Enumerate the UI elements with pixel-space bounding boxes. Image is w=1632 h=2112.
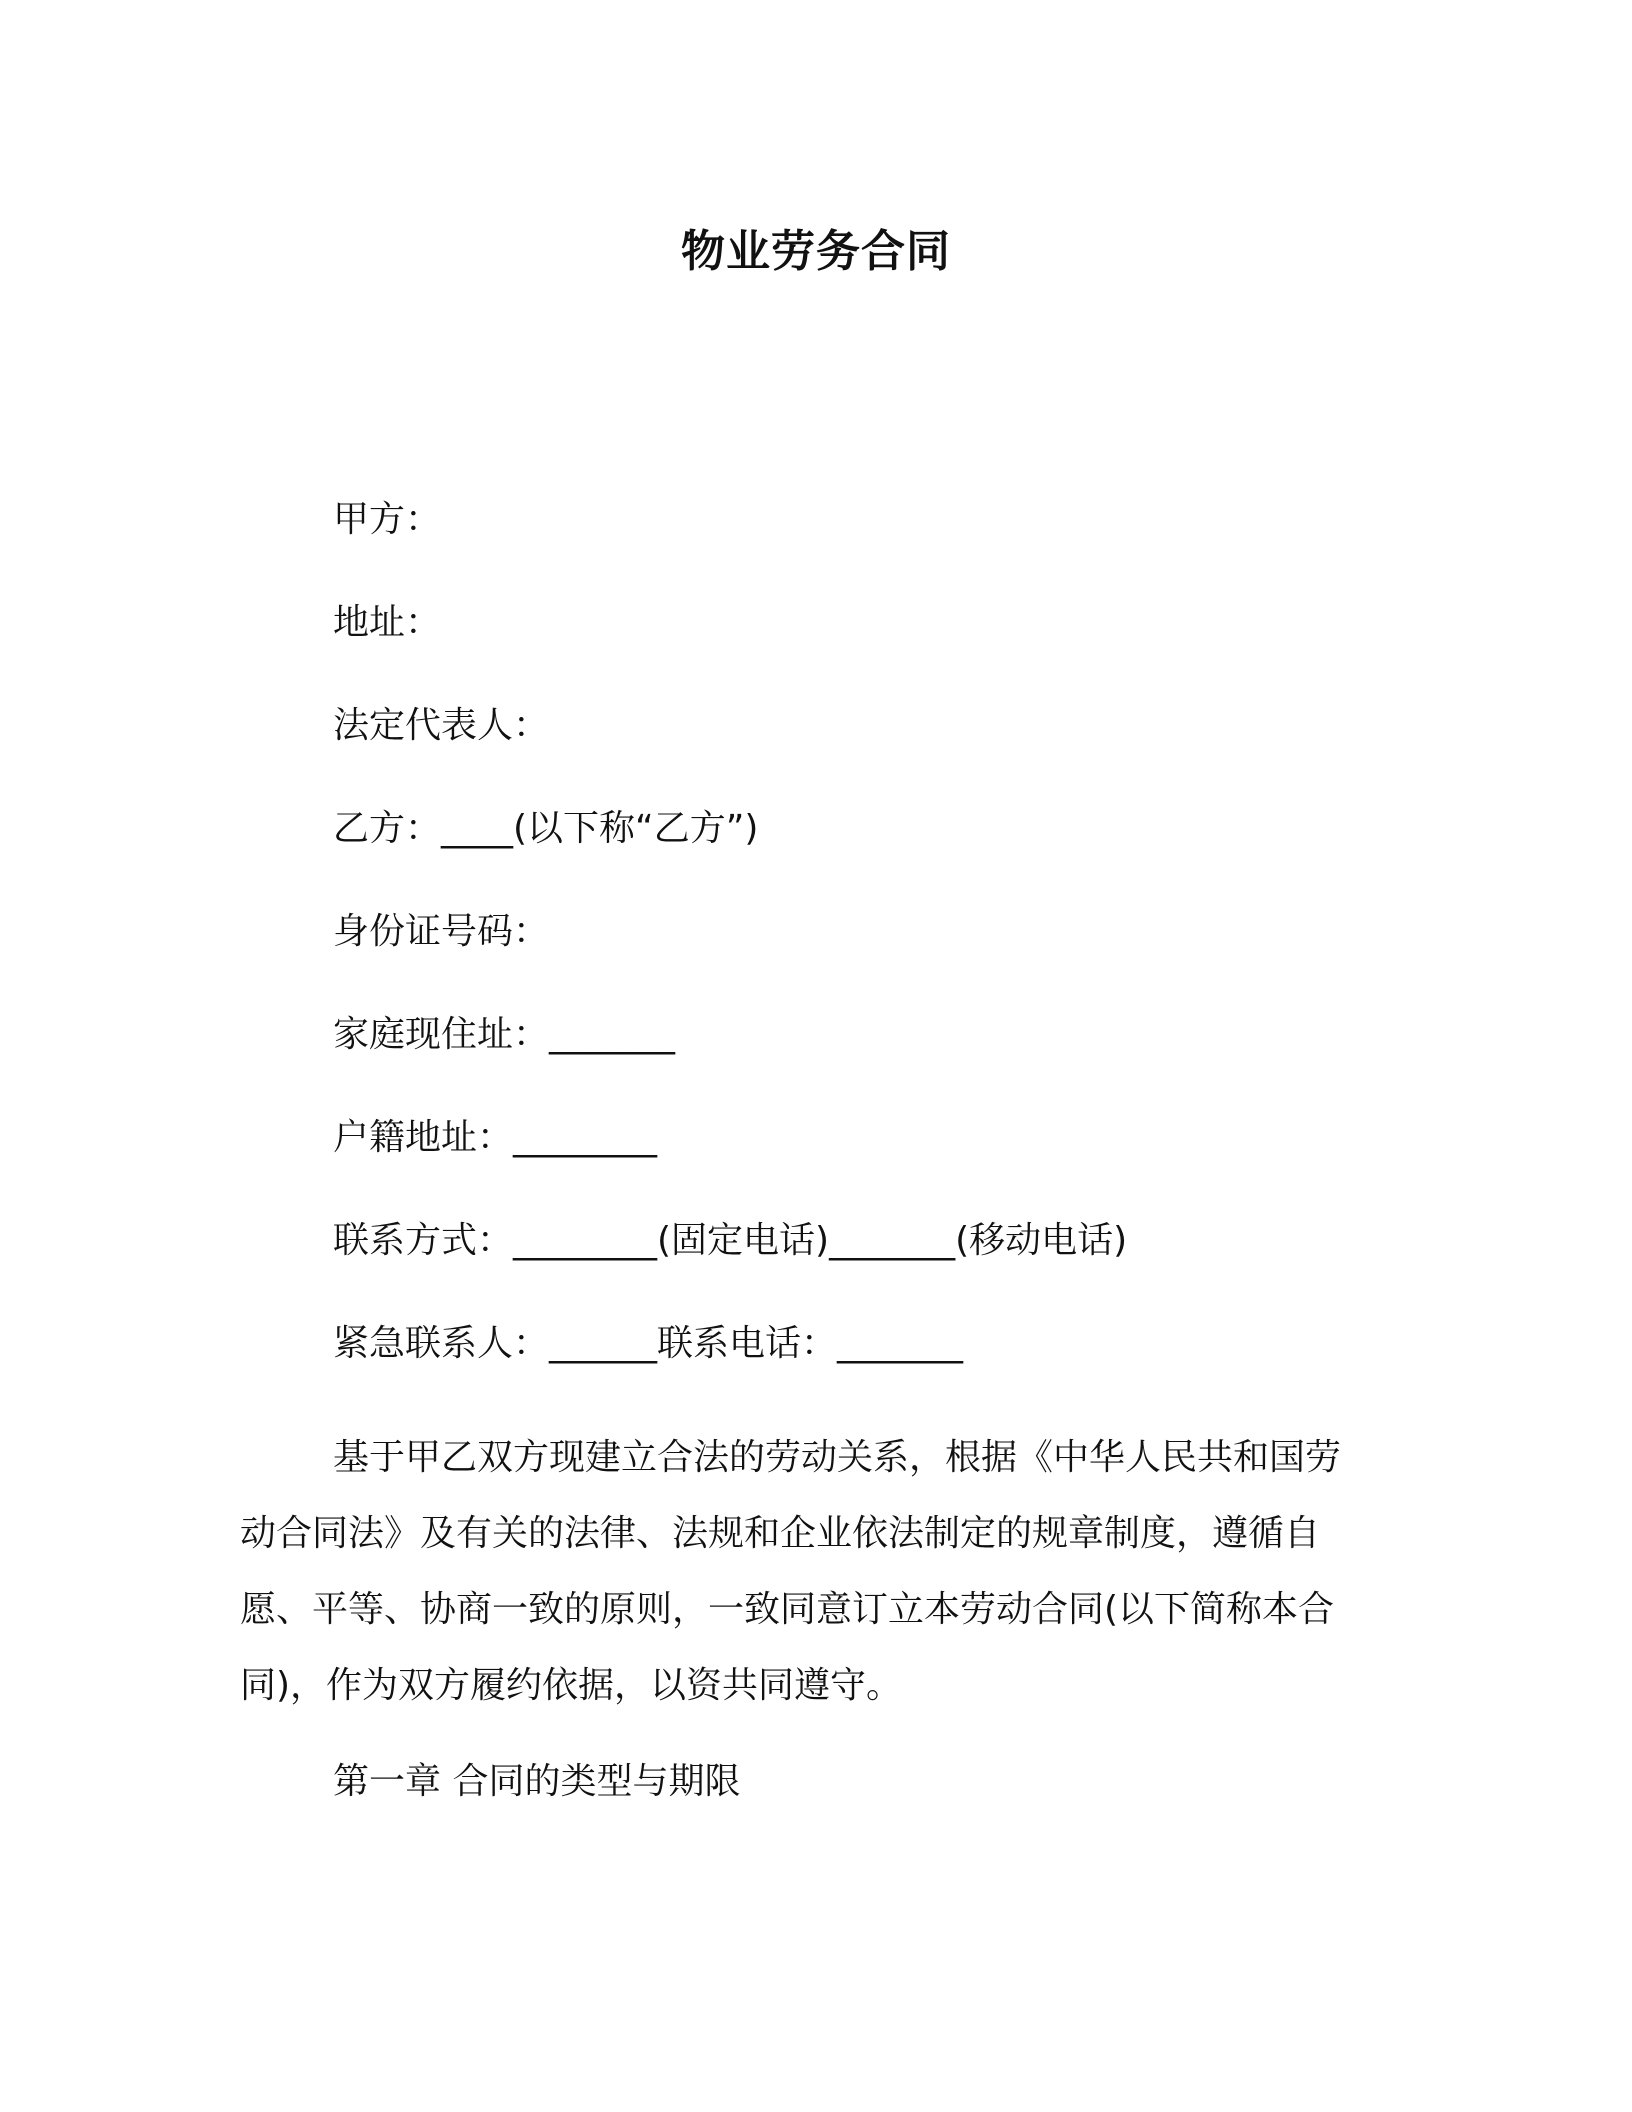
field-home-address: 家庭现住址：_______ bbox=[333, 1014, 676, 1055]
field-household-address: 户籍地址：________ bbox=[333, 1117, 658, 1158]
field-address: 地址： bbox=[333, 602, 442, 643]
preamble-line: 动合同法》及有关的法律、法规和企业依法制定的规章制度，遵循自 bbox=[240, 1513, 1321, 1554]
document-title: 物业劳务合同 bbox=[681, 226, 951, 277]
preamble-line: 愿、平等、协商一致的原则，一致同意订立本劳动合同(以下简称本合 bbox=[240, 1589, 1335, 1630]
field-emergency-contact: 紧急联系人：______联系电话：_______ bbox=[333, 1323, 964, 1364]
field-party-b: 乙方：____(以下称“乙方”) bbox=[333, 808, 759, 849]
field-contact-method: 联系方式：________(固定电话)_______(移动电话) bbox=[333, 1220, 1128, 1261]
preamble-line: 基于甲乙双方现建立合法的劳动关系，根据《中华人民共和国劳 bbox=[333, 1437, 1342, 1478]
chapter-heading: 第一章 合同的类型与期限 bbox=[333, 1761, 741, 1802]
field-party-a: 甲方： bbox=[333, 499, 442, 540]
field-id-number: 身份证号码： bbox=[333, 911, 550, 952]
preamble-paragraph bbox=[240, 1420, 1400, 1724]
preamble-line: 同)，作为双方履约依据，以资共同遵守。 bbox=[240, 1665, 903, 1706]
field-legal-representative: 法定代表人： bbox=[333, 705, 550, 746]
